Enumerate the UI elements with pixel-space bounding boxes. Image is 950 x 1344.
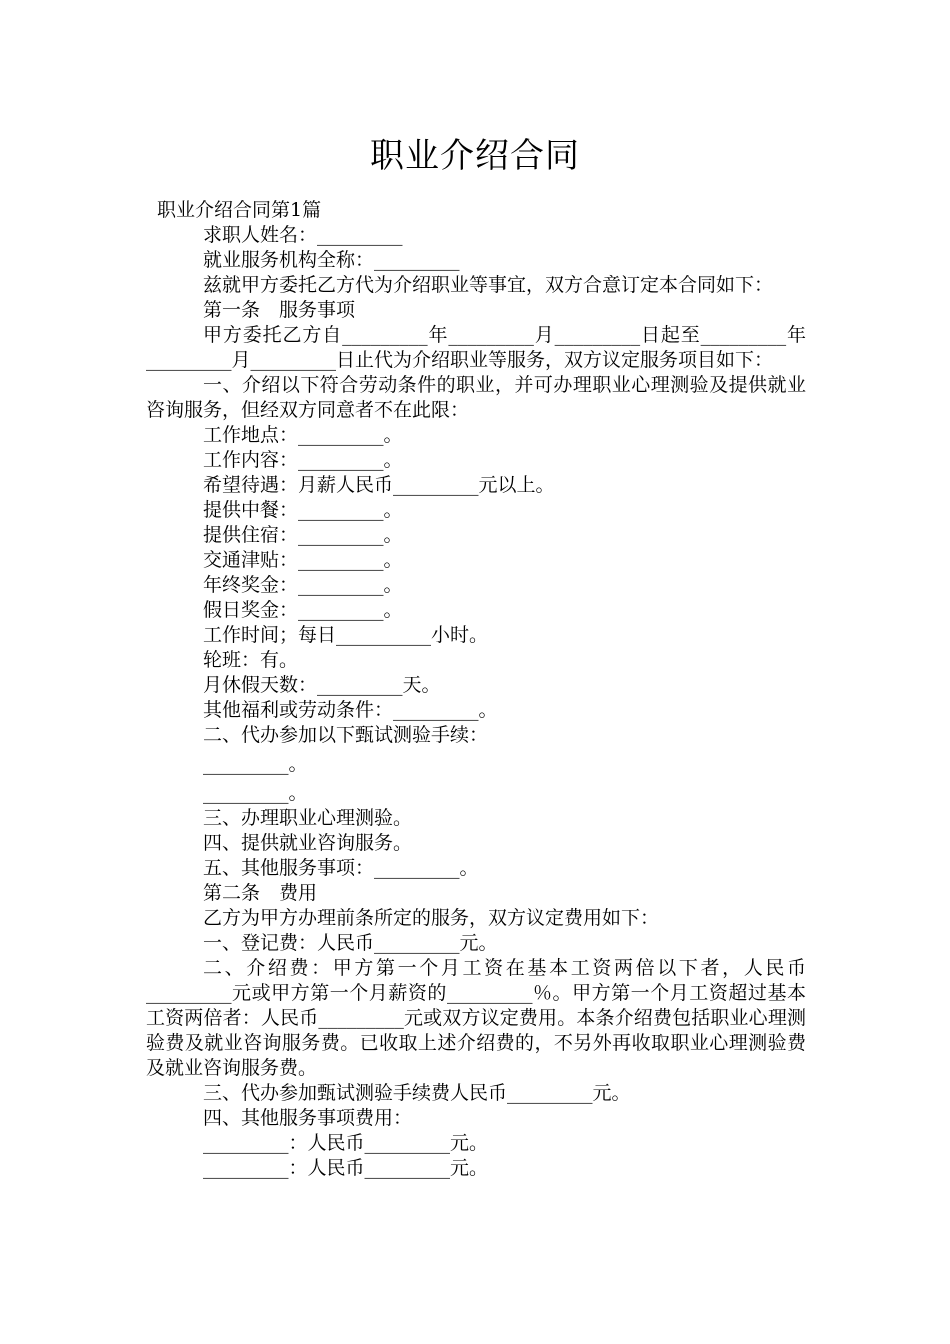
other-fee-line: _________：人民币_________元。 [203, 1132, 489, 1154]
other-benefits-line: 其他福利或劳动条件：_________。 [203, 699, 498, 721]
article-1-heading: 第一条 服务事项 [203, 299, 356, 321]
item-5-line: 五、其他服务事项：_________。 [203, 857, 479, 879]
work-content-line: 工作内容：_________。 [203, 449, 403, 471]
item-2-intro: 二、代办参加以下甄试测验手续： [203, 724, 489, 746]
test-fee-line: 三、代办参加甄试测验手续费人民币_________元。 [203, 1082, 631, 1104]
shift-line: 轮班：有。 [203, 649, 299, 671]
section-heading: 职业介绍合同第1篇 [157, 199, 322, 221]
holiday-bonus-line: 假日奖金：_________。 [203, 599, 403, 621]
document-body [146, 198, 806, 1181]
preamble: 兹就甲方委托乙方代为介绍职业等事宜，双方合意订定本合同如下： [203, 274, 774, 296]
other-fee-line: _________：人民币_________元。 [203, 1157, 489, 1179]
applicant-name-line: 求职人姓名：_________ [203, 224, 403, 246]
item-1-intro: 一、介绍以下符合劳动条件的职业，并可办理职业心理测验及提供就业咨询服务，但经双方同意者不在此限： [146, 374, 806, 421]
registration-fee-line: 一、登记费：人民币_________元。 [203, 932, 498, 954]
item-3-line: 三、办理职业心理测验。 [203, 807, 413, 829]
year-end-bonus-line: 年终奖金：_________。 [203, 574, 403, 596]
expected-salary-line: 希望待遇：月薪人民币_________元以上。 [203, 474, 555, 496]
article-2-intro: 乙方为甲方办理前条所定的服务，双方议定费用如下： [203, 907, 660, 929]
blank-line: _________。 [203, 753, 308, 775]
work-hours-line: 工作时间；每日__________小时。 [203, 624, 489, 646]
article-1-period: 甲方委托乙方自_________年_________月_________日起至_________年_________月_________日止代为介绍职业等服务，双方议定服务项目如下： [146, 324, 806, 371]
transport-allowance-line: 交通津贴：_________。 [203, 549, 403, 571]
lunch-line: 提供中餐：_________。 [203, 499, 403, 521]
document-title: 职业介绍合同 [370, 136, 580, 176]
introduction-fee-paragraph: 二、介绍费：甲方第一个月工资在基本工资两倍以下者，人民币_________元或甲方第一个月薪资的_________％。甲方第一个月工资超过基本工资两倍者：人民币_________元或双方议定费用。本条介绍费包括职业心理测验费及就业咨询服务费。已收取上述介绍费的，不另外再收取职业心理测验费及就业咨询服务费。 [146, 957, 806, 1079]
blank-line: _________。 [203, 782, 308, 804]
article-2-heading: 第二条 费用 [203, 882, 318, 904]
housing-line: 提供住宿：_________。 [203, 524, 403, 546]
item-4-line: 四、提供就业咨询服务。 [203, 832, 413, 854]
work-location-line: 工作地点：_________。 [203, 424, 403, 446]
monthly-leave-line: 月休假天数：_________天。 [203, 674, 441, 696]
agency-name-line: 就业服务机构全称：_________ [203, 249, 460, 271]
other-fees-intro: 四、其他服务事项费用： [203, 1107, 413, 1129]
